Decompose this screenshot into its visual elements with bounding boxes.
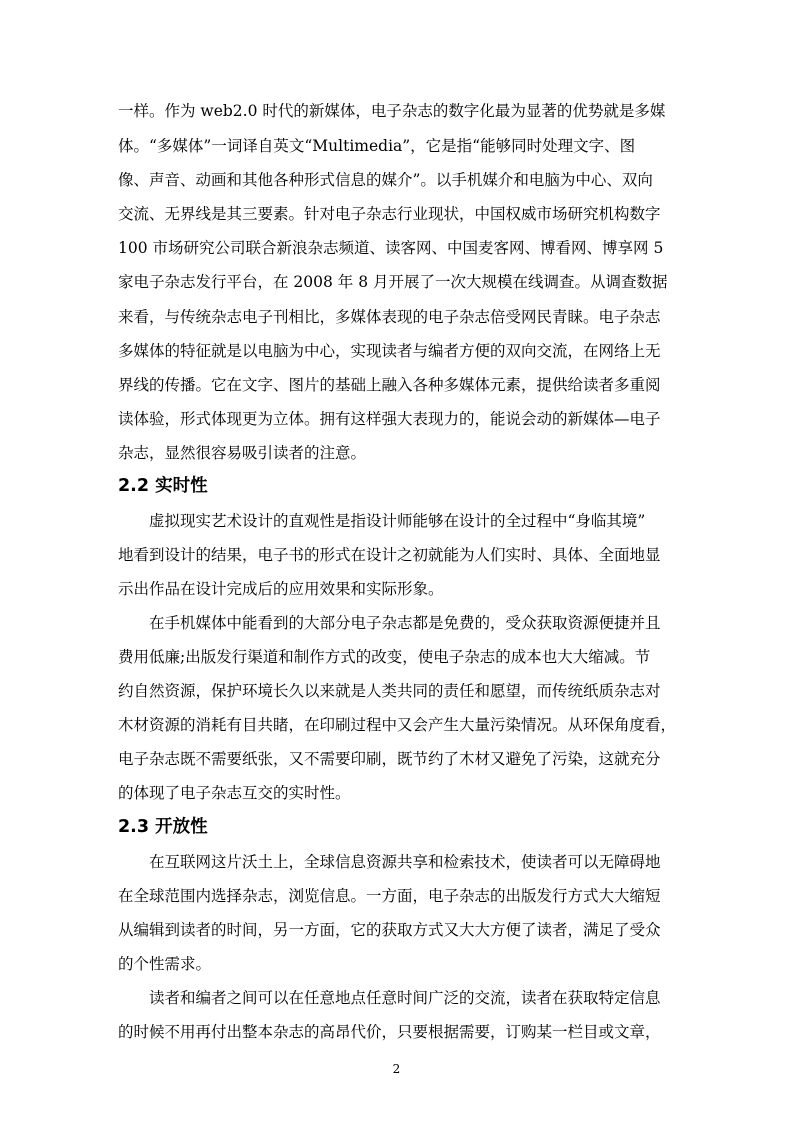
body-line: 100 市场研究公司联合新浪杂志频道、读客网、中国麦客网、博看网、博享网 5 xyxy=(118,239,664,257)
body-line: 交流、无界线是其三要素。针对电子杂志行业现状，中国权威市场研究机构数字 xyxy=(118,205,661,223)
body-line: 多媒体的特征就是以电脑为中心，实现读者与编者方便的双向交流，在网络上无 xyxy=(118,342,661,360)
body-line: 杂志，显然很容易吸引读者的注意。 xyxy=(118,444,367,462)
body-line: 虚拟现实艺术设计的直观性是指设计师能够在设计的全过程中“身临其境” xyxy=(149,512,646,530)
body-line: 的时候不用再付出整本杂志的高昂代价，只要根据需要，订购某一栏目或文章， xyxy=(118,1023,661,1041)
body-line: 体。“多媒体”一词译自英文“Multimedia”，它是指“能够同时处理文字、图 xyxy=(118,137,636,155)
body-line: 读者和编者之间可以在任意地点任意时间广泛的交流，读者在获取特定信息 xyxy=(149,989,661,1007)
body-line: 像、声音、动画和其他各种形式信息的媒介”。以手机媒介和电脑为中心、双向 xyxy=(118,171,653,189)
body-line: 来看，与传统杂志电子刊相比，多媒体表现的电子杂志倍受网民青睐。电子杂志 xyxy=(118,308,661,326)
body-line: 从编辑到读者的时间，另一方面，它的获取方式又大大方便了读者，满足了受众 xyxy=(118,921,661,939)
body-line: 地看到设计的结果，电子书的形式在设计之初就能为人们实时、具体、全面地显 xyxy=(118,546,661,564)
body-line: 在全球范围内选择杂志，浏览信息。一方面，电子杂志的出版发行方式大大缩短 xyxy=(118,887,661,905)
page-number: 2 xyxy=(392,1062,401,1076)
section-heading: 2.2 实时性 xyxy=(118,476,208,496)
body-line: 的体现了电子杂志互交的实时性。 xyxy=(118,784,351,802)
section-heading: 2.3 开放性 xyxy=(118,817,208,837)
body-line: 一样。作为 web2.0 时代的新媒体，电子杂志的数字化最为显著的优势就是多媒 xyxy=(118,102,666,120)
body-line: 在手机媒体中能看到的大部分电子杂志都是免费的，受众获取资源便捷并且 xyxy=(149,614,661,632)
body-line: 读体验，形式体现更为立体。拥有这样强大表现力的，能说会动的新媒体—电子 xyxy=(118,410,661,428)
body-line: 约自然资源，保护环境长久以来就是人类共同的责任和愿望，而传统纸质杂志对 xyxy=(118,682,661,700)
body-line: 电子杂志既不需要纸张，又不需要印刷，既节约了木材又避免了污染，这就充分 xyxy=(118,750,661,768)
body-line: 的个性需求。 xyxy=(118,955,212,973)
body-line: 家电子杂志发行平台，在 2008 年 8 月开展了一次大规模在线调查。从调查数据 xyxy=(118,273,668,291)
body-line: 费用低廉;出版发行渠道和制作方式的改变，使电子杂志的成本也大大缩减。节 xyxy=(118,648,651,666)
body-line: 在互联网这片沃土上，全球信息资源共享和检索技术，使读者可以无障碍地 xyxy=(149,853,661,871)
body-line: 界线的传播。它在文字、图片的基础上融入各种多媒体元素，提供给读者多重阅 xyxy=(118,376,661,394)
body-line: 示出作品在设计完成后的应用效果和实际形象。 xyxy=(118,580,444,598)
body-line: 木材资源的消耗有目共睹，在印刷过程中又会产生大量污染情况。从环保角度看， xyxy=(118,716,677,734)
